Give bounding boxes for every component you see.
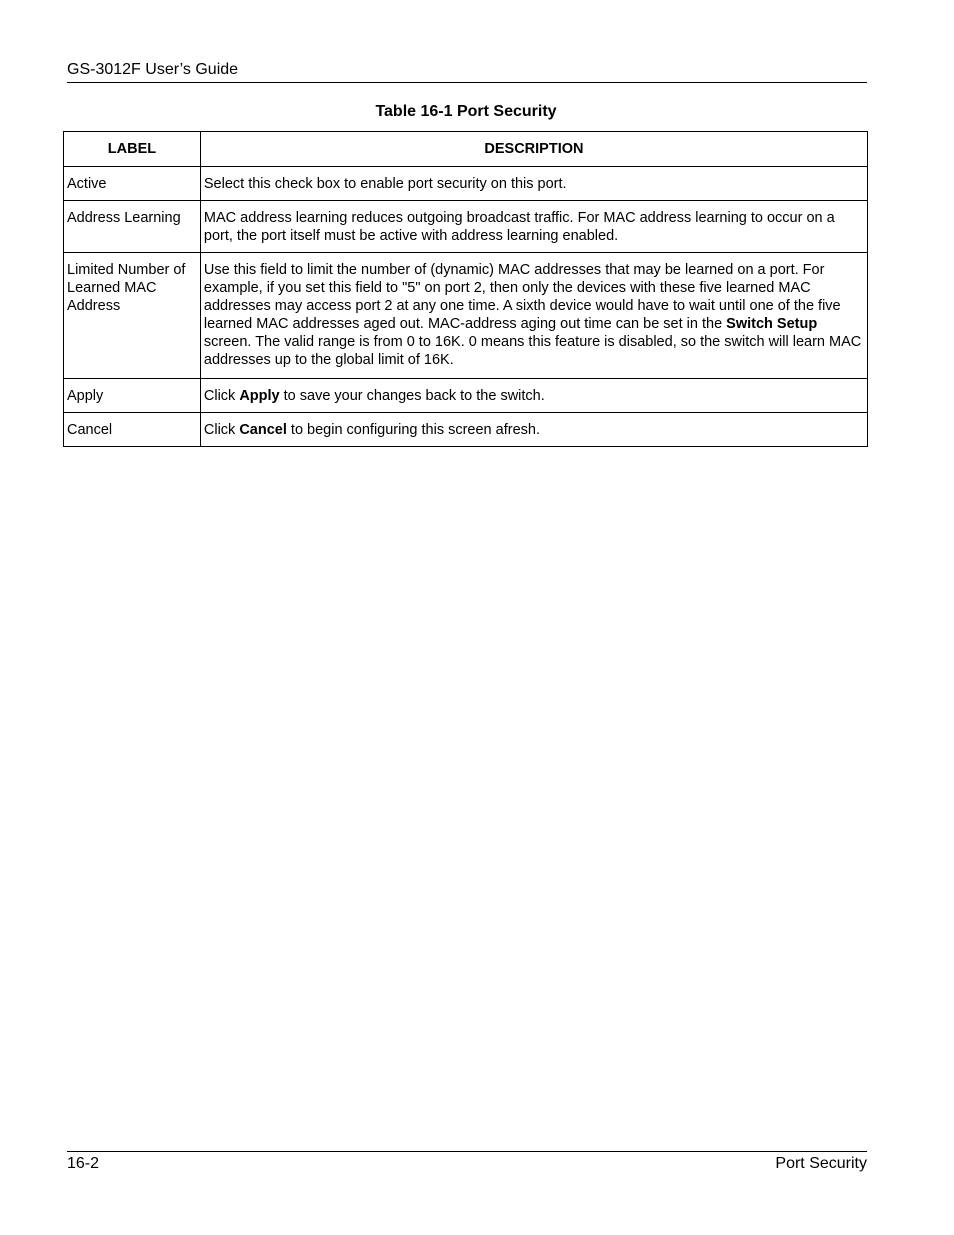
row-label: Address Learning [64,201,201,253]
page-header [67,60,867,83]
column-header-description: DESCRIPTION [200,132,867,167]
row-description: Use this field to limit the number of (dynamic) MAC addresses that may be learned on a port. For example, if you set this field to "5" on port 2, then only the devices with these five learned MAC addresses may access port 2 at any one time. A sixth device would have to wait until one of the five learned MAC addresses aged out. MAC-address aging out time can be set in the Switch Setup screen. The valid range is from 0 to 16K. 0 means this feature is disabled, so the switch will learn MAC addresses up to the global limit of 16K. [200,253,867,379]
column-header-label: LABEL [64,132,201,167]
row-description: MAC address learning reduces outgoing broadcast traffic. For MAC address learning to occur on a port, the port itself must be active with address learning enabled. [200,201,867,253]
row-description: Select this check box to enable port security on this port. [200,167,867,201]
section-name: Port Security [775,1155,867,1172]
table-caption: Table 16-1 Port Security [375,103,557,120]
table-row [64,253,868,379]
page-number: 16-2 [67,1155,100,1172]
table-row [64,167,868,201]
bold-term: Switch Setup [726,316,818,332]
table-row [64,201,868,253]
row-description: Click Cancel to begin configuring this screen afresh. [200,413,867,447]
row-label: Cancel [64,413,201,447]
row-label: Active [64,167,201,201]
document-title: GS-3012F User’s Guide [67,61,239,78]
row-description: Click Apply to save your changes back to the switch. [200,379,867,413]
bold-term: Apply [239,388,280,404]
table-header-row [64,132,868,167]
port-security-table [63,131,868,447]
row-label: Limited Number of Learned MAC Address [64,253,201,379]
table-row [64,413,868,447]
row-label: Apply [64,379,201,413]
page-footer [67,1151,867,1176]
bold-term: Cancel [239,422,287,438]
table-row [64,379,868,413]
